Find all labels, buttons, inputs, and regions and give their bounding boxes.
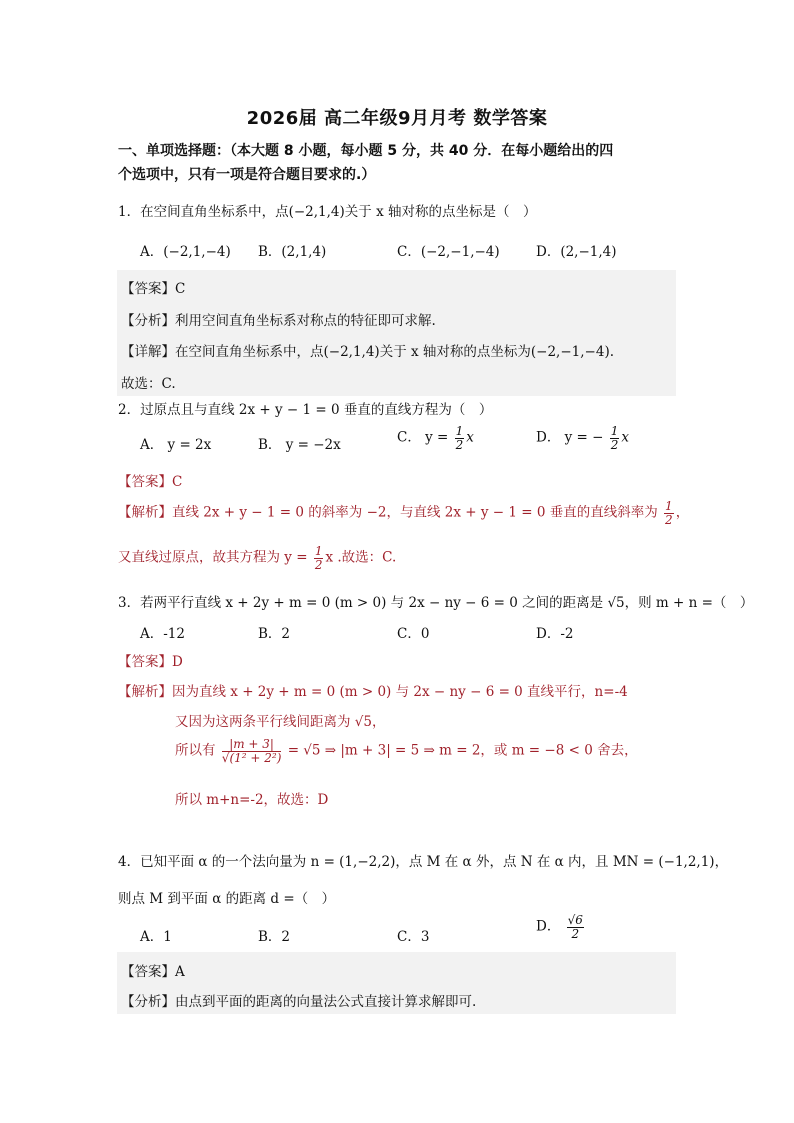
question-2-option-a: A． y = 2x xyxy=(140,437,212,453)
question-2-option-d xyxy=(536,425,629,451)
question-4-stem-line-2: 则点 M 到平面 α 的距离 d =（ ） xyxy=(118,891,336,907)
question-3-explanation-line-3 xyxy=(175,738,638,764)
question-1-option-a: A．(−2,1,−4) xyxy=(140,244,231,260)
question-4-option-d-label: D． xyxy=(536,918,561,935)
distance-fraction xyxy=(222,738,282,764)
question-1-option-d: D．(2,−1,4) xyxy=(536,244,617,260)
question-2-explanation-text: 【解析】直线 2x + y − 1 = 0 的斜率为 −2，与直线 2x + y − 1 = 0 垂直的直线斜率为 xyxy=(118,504,658,521)
question-3-option-b: B．2 xyxy=(258,626,291,642)
question-1-stem: 1．在空间直角坐标系中，点(−2,1,4)关于 x 轴对称的点坐标是（ ） xyxy=(118,204,537,220)
section-heading-line-2: 个选项中，只有一项是符合题目要求的.） xyxy=(118,167,376,183)
fraction-numerator: √6 xyxy=(567,913,583,927)
question-2-option-b: B． y = −2x xyxy=(258,437,341,453)
question-4-analysis: 【分析】由点到平面的距离的向量法公式直接计算求解即可. xyxy=(121,994,477,1010)
variable-x: x xyxy=(466,429,474,446)
question-2-explanation-line-2 xyxy=(118,545,396,571)
fraction-denominator: √(1² + 2²) xyxy=(221,750,282,765)
fraction-denominator: 2 xyxy=(665,512,673,527)
question-3-explanation-result: = √5 ⇒ |m + 3| = 5 ⇒ m = 2，或 m = −8 < 0 舍去， xyxy=(287,742,638,759)
question-2-option-c-label: C． y = xyxy=(397,429,449,446)
fraction-denominator: 2 xyxy=(455,437,464,452)
fraction-one-half xyxy=(314,545,324,571)
question-2-answer: 【答案】C xyxy=(118,474,183,490)
question-1-detail: 【详解】在空间直角坐标系中，点(−2,1,4)关于 x 轴对称的点坐标为(−2,−1,−4). xyxy=(121,344,614,360)
question-3-option-a: A．-12 xyxy=(140,626,185,642)
question-1-analysis: 【分析】利用空间直角坐标系对称点的特征即可求解. xyxy=(121,313,436,329)
question-2-option-c xyxy=(397,425,474,451)
question-2-explanation-end: x .故选：C. xyxy=(325,549,397,566)
question-4-option-d xyxy=(536,914,586,940)
question-4-option-c: C．3 xyxy=(397,929,430,945)
page-title: 2026届 高二年级9月月考 数学答案 xyxy=(246,108,548,129)
variable-x: x xyxy=(621,429,630,446)
question-3-explanation-line-2: 又因为这两条平行线间距离为 √5， xyxy=(175,714,386,730)
fraction-one-half xyxy=(664,500,674,526)
question-4-option-a: A．1 xyxy=(140,929,172,945)
question-3-explanation-line-4: 所以 m+n=-2，故选：D xyxy=(175,792,329,808)
fraction-one-half xyxy=(455,425,465,451)
question-3-option-d: D．-2 xyxy=(536,626,574,642)
question-2-explanation-text-2: 又直线过原点，故其方程为 y = xyxy=(118,549,308,566)
question-1-option-b: B．(2,1,4) xyxy=(258,244,327,260)
fraction-sqrt6-over-2 xyxy=(567,914,584,940)
question-2-explanation-line-1 xyxy=(118,500,689,526)
fraction-denominator: 2 xyxy=(314,557,323,572)
question-2-option-d-label: D． y = − xyxy=(536,429,604,446)
question-1-conclusion: 故选：C. xyxy=(121,376,176,392)
fraction-numerator: 1 xyxy=(610,424,619,438)
question-3-stem: 3．若两平行直线 x + 2y + m = 0 (m > 0) 与 2x − ny − 6 = 0 之间的距离是 √5，则 m + n =（ ） xyxy=(118,595,754,611)
fraction-numerator: |m + 3| xyxy=(222,738,282,752)
question-3-explanation-text: 所以有 xyxy=(175,742,216,759)
fraction-denominator: 2 xyxy=(610,437,619,452)
fraction-numerator: 1 xyxy=(314,544,323,558)
question-4-answer: 【答案】A xyxy=(121,964,185,980)
question-1-solution-box xyxy=(117,270,676,396)
question-1-answer: 【答案】C xyxy=(121,281,186,297)
question-2-explanation-comma: ， xyxy=(675,504,690,521)
fraction-one-half xyxy=(610,425,620,451)
question-2-stem: 2．过原点且与直线 2x + y − 1 = 0 垂直的直线方程为（ ） xyxy=(118,402,493,418)
question-3-answer: 【答案】D xyxy=(118,654,183,670)
fraction-denominator: 2 xyxy=(571,926,580,941)
fraction-numerator: 1 xyxy=(665,499,673,513)
question-4-stem-line-1: 4．已知平面 α 的一个法向量为 n = (1,−2,2)，点 M 在 α 外，点 N 在 α 内，且 MN = (−1,2,1)， xyxy=(118,854,729,870)
section-heading-line-1: 一、单项选择题：（本大题 8 小题，每小题 5 分，共 40 分．在每小题给出的四 xyxy=(118,143,614,159)
question-4-option-b: B．2 xyxy=(258,929,291,945)
question-3-explanation-line-1: 【解析】因为直线 x + 2y + m = 0 (m > 0) 与 2x − ny − 6 = 0 直线平行，n=-4 xyxy=(118,684,628,700)
question-1-option-c: C．(−2,−1,−4) xyxy=(397,244,500,260)
question-3-option-c: C．0 xyxy=(397,626,430,642)
fraction-numerator: 1 xyxy=(455,424,464,438)
